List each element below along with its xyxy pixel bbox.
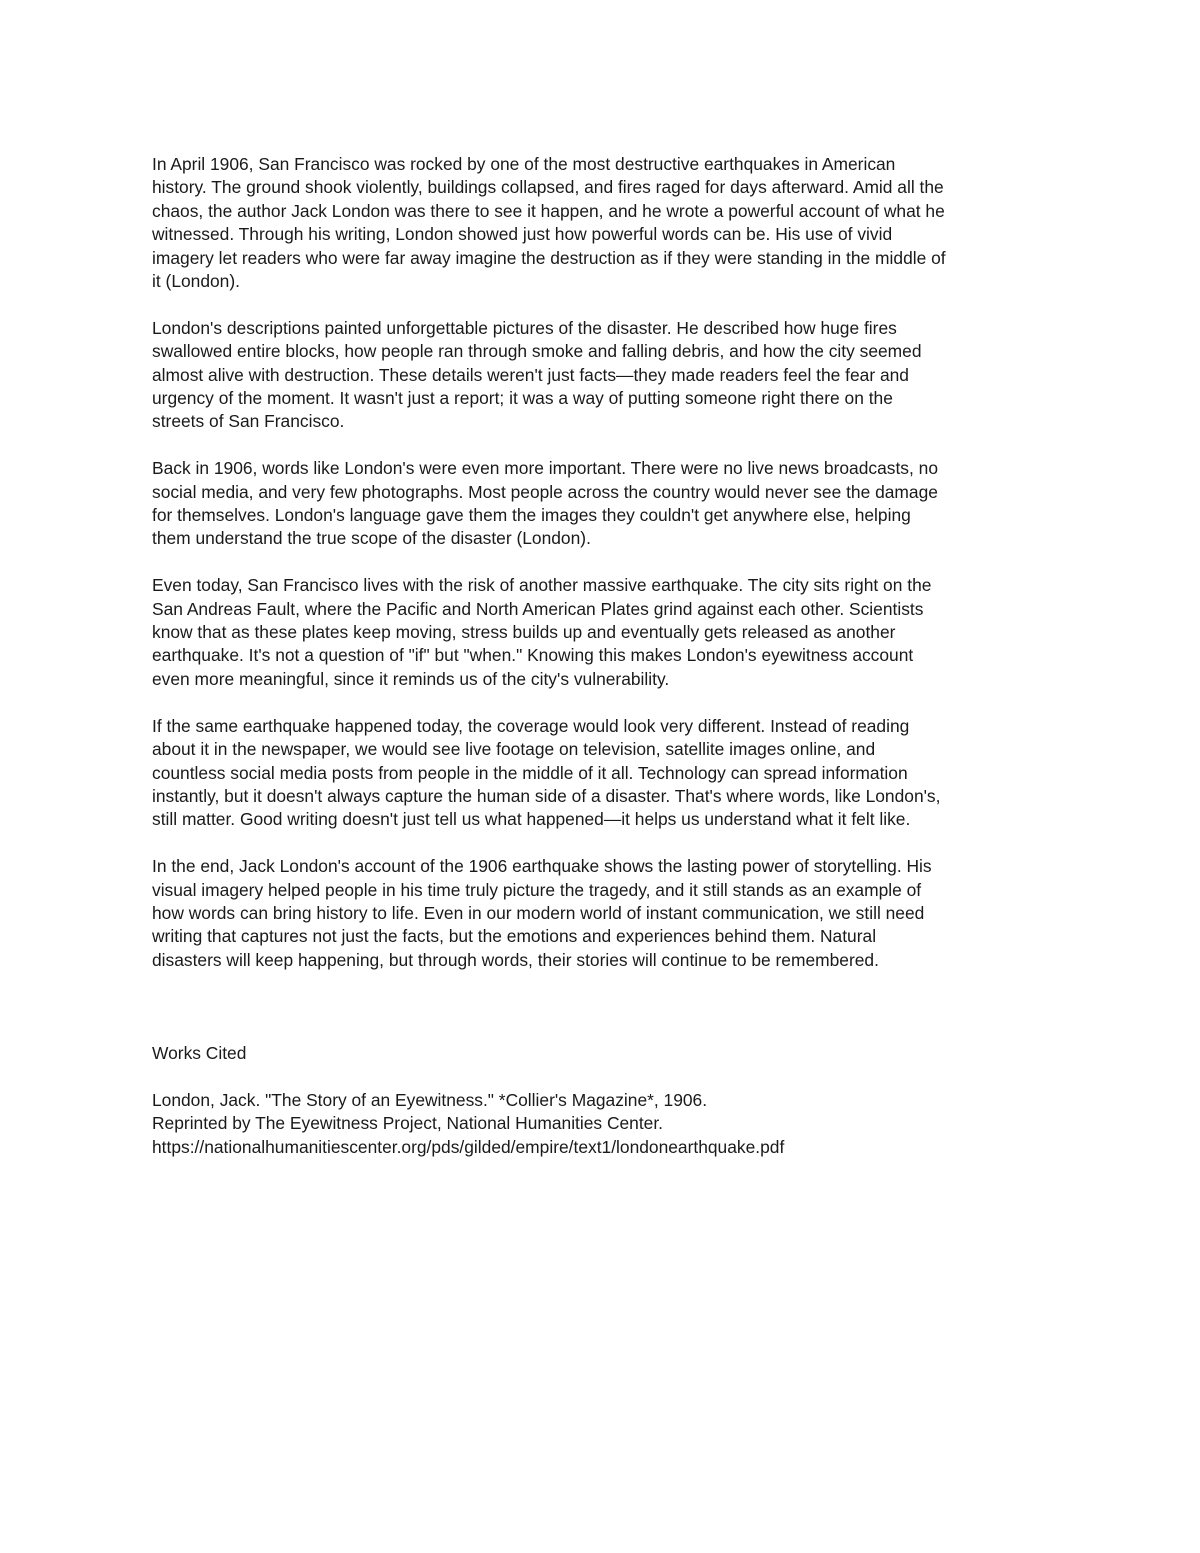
text-line: In April 1906, San Francisco was rocked by one of the most destructive earthquakes in American <box>152 154 896 174</box>
text-line: instantly, but it doesn't always capture the human side of a disaster. That's where words, like London's, <box>152 785 941 806</box>
text-line: chaos, the author Jack London was there to see it happen, and he wrote a powerful account of what he <box>152 200 945 221</box>
text-line: history. The ground shook violently, buildings collapsed, and fires raged for days afterward. Amid all the <box>152 177 944 198</box>
paragraph-1 <box>152 153 1052 293</box>
paragraph-5 <box>152 715 1052 832</box>
paragraph-4 <box>152 574 1052 691</box>
text-line: In the end, Jack London's account of the 1906 earthquake shows the lasting power of storytelling. His <box>152 856 932 877</box>
citation-url: https://nationalhumanitiescenter.org/pds/gilded/empire/text1/londonearthquake.pdf <box>152 1136 785 1157</box>
text-line: urgency of the moment. It wasn't just a report; it was a way of putting someone right there on the <box>152 388 893 409</box>
text-line: almost alive with destruction. These details weren't just facts—they made readers feel the fear and <box>152 364 909 385</box>
text-line: imagery let readers who were far away imagine the destruction as if they were standing in the middle of <box>152 247 946 268</box>
text-line: social media, and very few photographs. Most people across the country would never see the damage <box>152 481 938 502</box>
works-cited-heading: Works Cited <box>152 1043 247 1064</box>
text-line: Back in 1906, words like London's were even more important. There were no live news broadcasts, no <box>152 458 938 479</box>
document-body <box>152 153 1052 1183</box>
text-line: know that as these plates keep moving, stress builds up and eventually gets released as another <box>152 622 896 643</box>
text-line: If the same earthquake happened today, the coverage would look very different. Instead of reading <box>152 715 910 736</box>
text-line: witnessed. Through his writing, London showed just how powerful words can be. His use of vivid <box>152 224 893 245</box>
text-line: it (London). <box>152 271 240 292</box>
text-line: countless social media posts from people in the middle of it all. Technology can spread information <box>152 762 908 783</box>
text-line: Even today, San Francisco lives with the risk of another massive earthquake. The city sits right on the <box>152 575 932 596</box>
text-line: about it in the newspaper, we would see live footage on television, satellite images online, and <box>152 739 876 760</box>
text-line: disasters will keep happening, but through words, their stories will continue to be remembered. <box>152 949 879 970</box>
text-line: even more meaningful, since it reminds us of the city's vulnerability. <box>152 668 670 689</box>
text-line: earthquake. It's not a question of "if" but "when." Knowing this makes London's eyewitness account <box>152 645 914 666</box>
text-line: streets of San Francisco. <box>152 411 345 432</box>
text-line: swallowed entire blocks, how people ran through smoke and falling debris, and how the city seemed <box>152 341 922 362</box>
works-cited-entry <box>152 1089 1052 1159</box>
text-line: still matter. Good writing doesn't just tell us what happened—it helps us understand what it felt like. <box>152 809 911 830</box>
text-line: them understand the true scope of the disaster (London). <box>152 528 591 549</box>
text-line: visual imagery helped people in his time truly picture the tragedy, and it still stands as an example of <box>152 879 922 900</box>
paragraph-2 <box>152 317 1052 434</box>
paragraph-3 <box>152 457 1052 551</box>
citation-line: London, Jack. "The Story of an Eyewitness." *Collier's Magazine*, 1906. <box>152 1089 708 1110</box>
paragraph-6 <box>152 855 1052 972</box>
text-line: London's descriptions painted unforgettable pictures of the disaster. He described how huge fires <box>152 317 897 338</box>
text-line: for themselves. London's language gave them the images they couldn't get anywhere else, helping <box>152 505 911 526</box>
text-line: San Andreas Fault, where the Pacific and North American Plates grind against each other. Scientists <box>152 598 924 619</box>
citation-line: Reprinted by The Eyewitness Project, National Humanities Center. <box>152 1113 664 1134</box>
text-line: writing that captures not just the facts, but the emotions and experiences behind them. Natural <box>152 926 877 947</box>
text-line: how words can bring history to life. Even in our modern world of instant communication, we still need <box>152 902 925 923</box>
